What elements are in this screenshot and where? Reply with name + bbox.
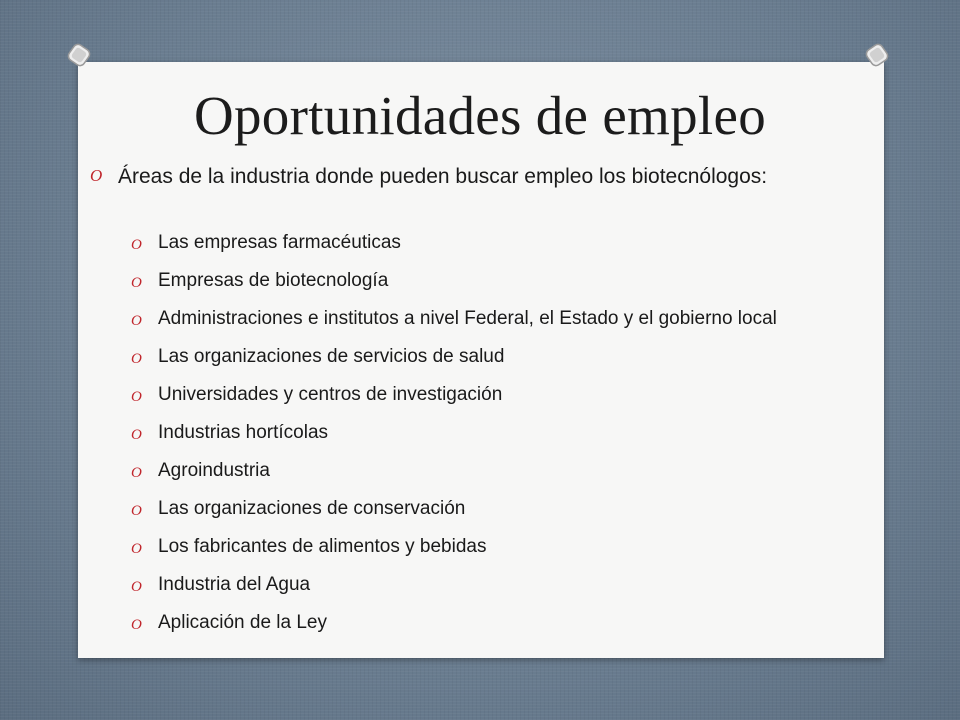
slide-title: Oportunidades de empleo bbox=[193, 85, 767, 146]
list-item-text: Administraciones e institutos a nivel Federal, el Estado y el gobierno local bbox=[158, 308, 777, 329]
bullet-icon: O bbox=[131, 313, 142, 329]
bullet-icon: O bbox=[131, 389, 142, 405]
list-item bbox=[131, 458, 831, 486]
main-bullet-point bbox=[90, 163, 810, 191]
list-item bbox=[131, 534, 831, 562]
list-item-text: Aplicación de la Ley bbox=[158, 612, 327, 633]
bullet-icon: O bbox=[131, 503, 142, 519]
bullet-icon: O bbox=[131, 427, 142, 443]
bullet-icon: O bbox=[131, 465, 142, 481]
list-item bbox=[131, 572, 831, 600]
list-item bbox=[131, 344, 831, 372]
bullet-icon: O bbox=[131, 579, 142, 595]
list-item bbox=[131, 610, 831, 638]
sub-bullet-list bbox=[131, 230, 831, 638]
list-item-text: Las empresas farmacéuticas bbox=[158, 232, 401, 253]
bullet-icon: O bbox=[131, 617, 142, 633]
bullet-icon: O bbox=[131, 351, 142, 367]
list-item-text: Los fabricantes de alimentos y bebidas bbox=[158, 536, 487, 557]
pin-icon bbox=[64, 40, 94, 70]
list-item-text: Industrias hortícolas bbox=[158, 422, 329, 443]
list-item bbox=[131, 496, 831, 524]
list-item bbox=[131, 382, 831, 410]
list-item bbox=[131, 230, 831, 258]
pin-icon bbox=[862, 40, 892, 70]
bullet-icon: O bbox=[131, 237, 142, 253]
bullet-icon: O bbox=[90, 166, 103, 185]
main-point-text: Áreas de la industria donde pueden buscar empleo los biotecnólogos: bbox=[118, 165, 768, 188]
list-item bbox=[131, 268, 831, 296]
list-item bbox=[131, 420, 831, 448]
list-item-text: Las organizaciones de conservación bbox=[158, 498, 466, 519]
list-item bbox=[131, 306, 831, 334]
bullet-icon: O bbox=[131, 275, 142, 291]
list-item-text: Agroindustria bbox=[158, 460, 270, 481]
list-item-text: Las organizaciones de servicios de salud bbox=[158, 346, 505, 367]
list-item-text: Universidades y centros de investigación bbox=[158, 384, 503, 405]
bullet-icon: O bbox=[131, 541, 142, 557]
list-item-text: Industria del Agua bbox=[158, 574, 311, 595]
list-item-text: Empresas de biotecnología bbox=[158, 270, 389, 291]
